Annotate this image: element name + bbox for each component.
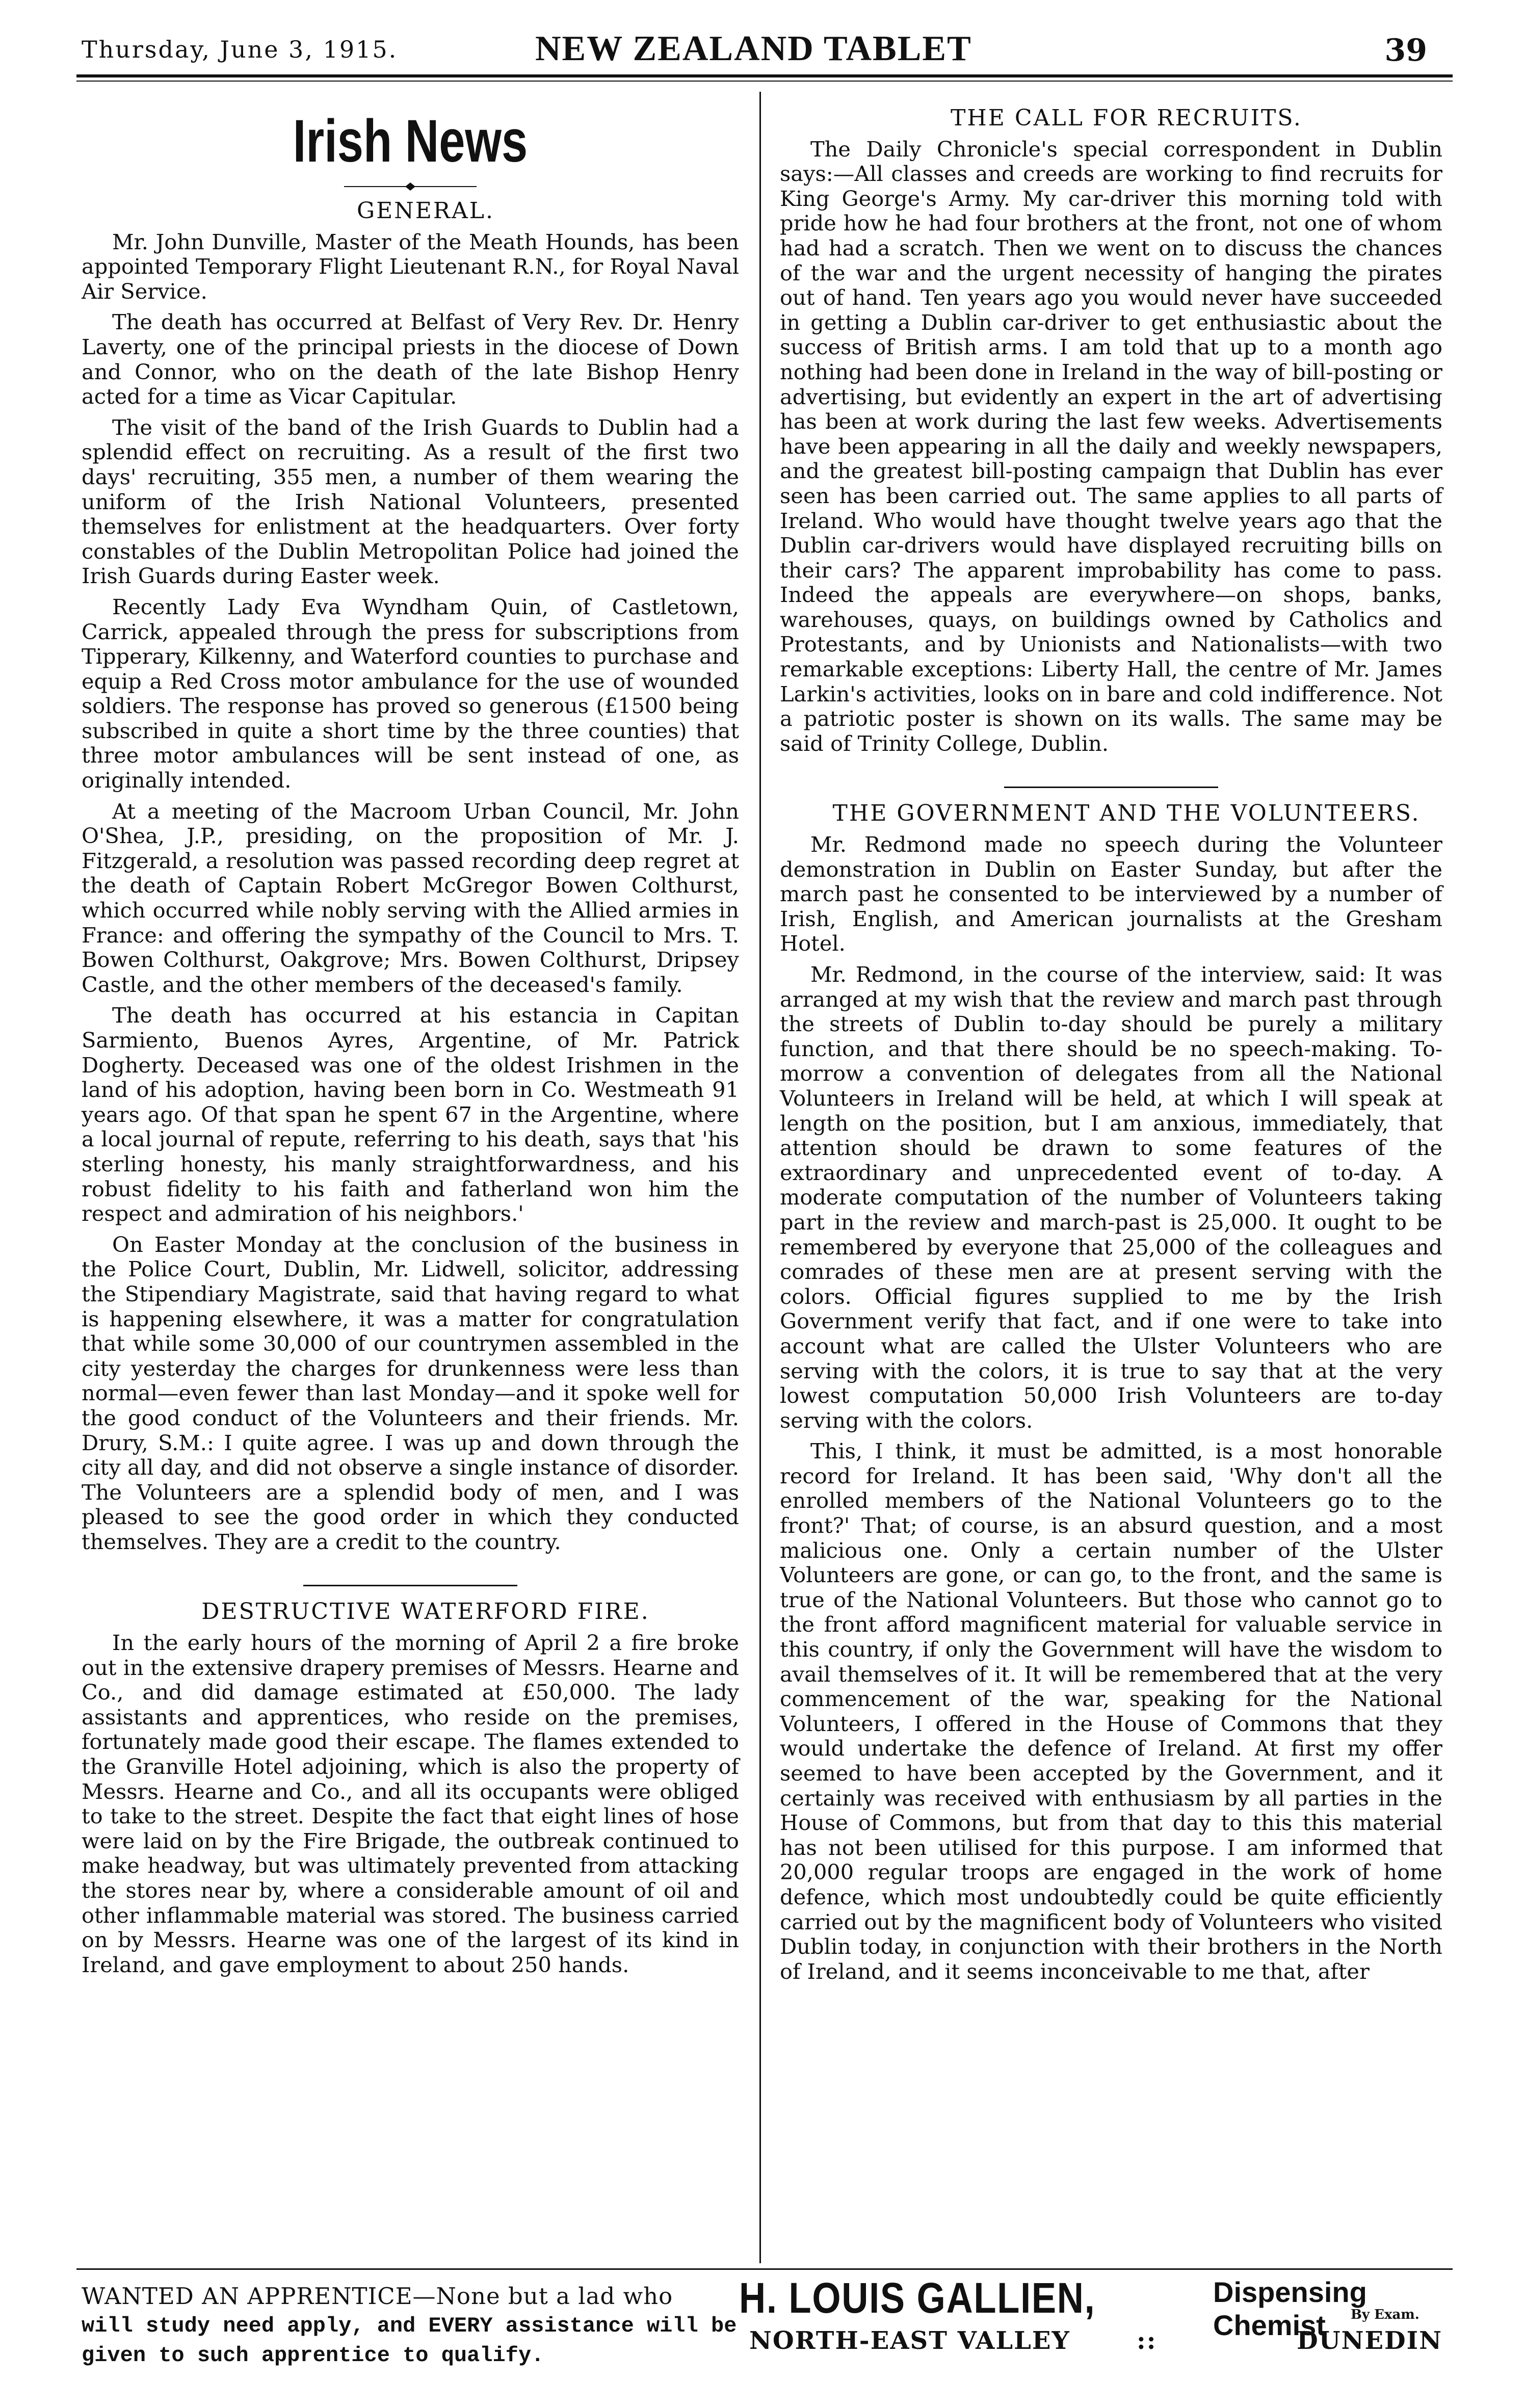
chemist-name: H. LOUIS GALLIEN, bbox=[739, 2274, 1096, 2322]
article-paragraph: Mr. Redmond, in the course of the interview, said: It was arranged at my wish that the review and march past through the streets of Dublin to-day should be purely a military function, and that there should be no speech-making. To-morrow a convention of delegates from all the National Volunteers in Ireland will be held, at which I will speak at length on the position, but I am anxious, immediately, that attention should be drawn to some features of the extraordinary and unprecedented event of to-day. A moderate computation of the number of Volunteers taking part in the review and march-past is 25,000. It ought to be remembered by everyone that 25,000 of the colleagues and comrades of these men are at present serving with the colors. Official figures supplied to me by the Irish Government verify that fact, and if one were to take into account what are called the Ulster Volunteers who are serving with the colors, it is true to say that at the very lowest computation 50,000 Irish Volunteers are to-day serving with the colors. bbox=[780, 962, 1442, 1433]
footer-rule bbox=[76, 2268, 1453, 2270]
right-column bbox=[780, 97, 1442, 1990]
chemist-ad bbox=[739, 2273, 1453, 2355]
article-paragraph: The death has occurred at his estancia in Capitan Sarmiento, Buenos Ayres, Argentine, of Mr. Patrick Dogherty. Deceased was one of the oldest Irishmen in the land of his adoption, having been born in Co. Westmeath 91 years ago. Of that span he spent 67 in the Argentine, where a local journal of repute, referring to his death, says that 'his sterling honesty, his manly straightforwardness, and his robust fidelity to his faith and fatherland won him the respect and admiration of his neighbors.' bbox=[82, 1003, 739, 1226]
section-heading-recruits: THE CALL FOR RECRUITS. bbox=[951, 105, 1302, 131]
article-paragraph: Mr. John Dunville, Master of the Meath Hounds, has been appointed Temporary Flight Lieutenant R.N., for Royal Naval Air Service. bbox=[82, 229, 739, 304]
article-paragraph: In the early hours of the morning of April 2 a fire broke out in the extensive drapery premises of Messrs. Hearne and Co., and did damage estimated at £50,000. The lady assistants and apprentices, who reside on the premises, fortunately made good their escape. The flames extended to the Granville Hotel adjoining, which is also the property of Messrs. Hearne and Co., and all its occupants were obliged to take to the street. Despite the fact that eight lines of hose were laid on by the Fire Brigade, the outbreak continued to make headway, but was ultimately prevented from attacking the stores near by, where a considerable amount of oil and other inflammable material was stored. The business carried on by Messrs. Hearne was one of the largest of its kind in Ireland, and gave employment to about 250 hands. bbox=[82, 1630, 739, 1977]
section-heading-waterford-fire: DESTRUCTIVE WATERFORD FIRE. bbox=[201, 1599, 650, 1625]
newspaper-title: NEW ZEALAND TABLET bbox=[535, 29, 972, 68]
section-divider bbox=[303, 1585, 517, 1586]
article-paragraph: The visit of the band of the Irish Guards to Dublin had a splendid effect on recruiting. As a result of the first two days' recruiting, 355 men, a number of them wearing the uniform of the Irish National Volunteers, presented themselves for enlistment at the headquarters. Over forty constables of the Dublin Metropolitan Police had joined the Irish Guards during Easter week. bbox=[82, 414, 739, 589]
ornament-rule-icon bbox=[334, 181, 487, 192]
left-column bbox=[82, 97, 739, 1983]
masthead-rule-thick bbox=[76, 74, 1453, 77]
chemist-by-exam: By Exam. bbox=[1351, 2307, 1419, 2322]
section-heading-general: GENERAL. bbox=[357, 198, 494, 224]
section-divider bbox=[1004, 787, 1218, 788]
irish-news-heading: Irish News bbox=[293, 108, 528, 175]
article-paragraph: On Easter Monday at the conclusion of the business in the Police Court, Dublin, Mr. Lidwell, solicitor, addressing the Stipendiary Magistrate, said that having regard to what is happening elsewhere, it was a matter for congratulation that while some 30,000 of our countrymen assembled in the city yesterday the charges for drunkenness were less than normal—even fewer than last Monday—and it spoke well for the good conduct of the Volunteers and their friends. Mr. Drury, S.M.: I quite agree. I was up and down through the city all day, and did not observe a single instance of disorder. The Volunteers are a splendid body of men, and I was pleased to see the good order in which they conducted themselves. They are a credit to the country. bbox=[82, 1232, 739, 1554]
address-separator: :: bbox=[1137, 2326, 1157, 2355]
apprentice-ad-line: will study need apply, and EVERY assistance will be bbox=[82, 2314, 737, 2338]
address-city: DUNEDIN bbox=[1297, 2326, 1442, 2355]
apprentice-ad-line: given to such apprentice to qualify. bbox=[82, 2343, 544, 2368]
article-paragraph: Recently Lady Eva Wyndham Quin, of Castletown, Carrick, appealed through the press for subscriptions from Tipperary, Kilkenny, and Waterford counties to purchase and equip a Red Cross motor ambulance for the use of wounded soldiers. The response has proved so generous (£1500 being subscribed in quite a short time by the three counties) that three motor ambulances will be sent instead of one, as originally intended. bbox=[82, 594, 739, 793]
apprentice-ad bbox=[82, 2282, 749, 2370]
masthead-rule-thin bbox=[76, 81, 1453, 82]
article-paragraph: At a meeting of the Macroom Urban Council, Mr. John O'Shea, J.P., presiding, on the proposition of Mr. J. Fitzgerald, a resolution was passed recording deep regret at the death of Captain Robert McGregor Bowen Colthurst, which occurred while nobly serving with the Allied armies in France: and offering the sympathy of the Council to Mrs. T. Bowen Colthurst, Oakgrove; Mrs. Bowen Colthurst, Dripsey Castle, and the other members of the deceased's family. bbox=[82, 798, 739, 997]
article-paragraph: The Daily Chronicle's special correspondent in Dublin says:—All classes and creeds are working to find recruits for King George's Army. My car-driver this morning told with pride how he had four brothers at the front, not one of whom had had a scratch. Then we went on to discuss the chances of the war and the urgent necessity of hanging the pirates out of hand. Ten years ago you would never have succeeded in getting a Dublin car-driver to get enthusiastic about the success of British arms. I am told that up to a month ago nothing had been done in Ireland in the way of bill-posting or advertising, but evidently an expert in the art of advertising has been at work during the last few weeks. Advertisements have been appearing in all the daily and weekly newspapers, and the greatest bill-posting campaign that Dublin has ever seen has been carried out. The same applies to all parts of Ireland. Who would have thought twelve years ago that the Dublin car-drivers would have displayed recruiting bills on their cars? The apparent improbability has come to pass. Indeed the appeals are everywhere—on shops, banks, warehouses, quays, on buildings owned by Catholics and Protestants, and by Unionists and Nationalists—with two remarkable exceptions: Liberty Hall, the centre of Mr. James Larkin's activities, looks on in bare and cold indifference. Not a patriotic poster is shown on its walls. The same may be said of Trinity College, Dublin. bbox=[780, 136, 1442, 756]
masthead bbox=[61, 25, 1458, 92]
section-heading-volunteers: THE GOVERNMENT AND THE VOLUNTEERS. bbox=[832, 800, 1421, 827]
address-locality: NORTH-EAST VALLEY bbox=[749, 2326, 1070, 2355]
issue-date: Thursday, June 3, 1915. bbox=[82, 36, 398, 63]
article-paragraph: This, I think, it must be admitted, is a most honorable record for Ireland. It has been said, 'Why don't all the enrolled members of the National Volunteers go to the front?' That; of course, is an absurd question, and a most malicious one. Only a certain number of the Ulster Volunteers are gone, or can go, to the front, and the same is true of the National Volunteers. But those who cannot go to the front afford magnificent material for valuable service in this country, if only the Government will have the wisdom to avail themselves of it. It will be remembered that at the very commencement of the war, speaking for the National Volunteers, I offered in the House of Commons that they would undertake the defence of Ireland. At first my offer seemed to have been accepted by the Government, and it certainly was received with enthusiasm by all parties in the House of Commons, but from that day to this this material has not been utilised for this purpose. I am informed that 20,000 regular troops are engaged in the work of home defence, which most undoubtedly could be quite efficiently carried out by the magnificent body of Volunteers who visited Dublin today, in conjunction with their brothers in the North of Ireland, and it seems inconceivable to me that, after bbox=[780, 1438, 1442, 1984]
chemist-role: Dispensing Chemist bbox=[1213, 2276, 1367, 2341]
column-divider bbox=[759, 92, 761, 2263]
page-number: 39 bbox=[1384, 33, 1427, 68]
article-paragraph: Mr. Redmond made no speech during the Volunteer demonstration in Dublin on Easter Sunday, but after the march past he consented to be interviewed by a number of Irish, English, and American journalists at the Gresham Hotel. bbox=[780, 832, 1442, 956]
apprentice-ad-line: WANTED AN APPRENTICE—None but a lad who bbox=[82, 2283, 673, 2310]
article-paragraph: The death has occurred at Belfast of Very Rev. Dr. Henry Laverty, one of the principal priests in the diocese of Down and Connor, who on the death of the late Bishop Henry acted for a time as Vicar Capitular. bbox=[82, 309, 739, 409]
newspaper-page bbox=[61, 25, 1458, 2380]
